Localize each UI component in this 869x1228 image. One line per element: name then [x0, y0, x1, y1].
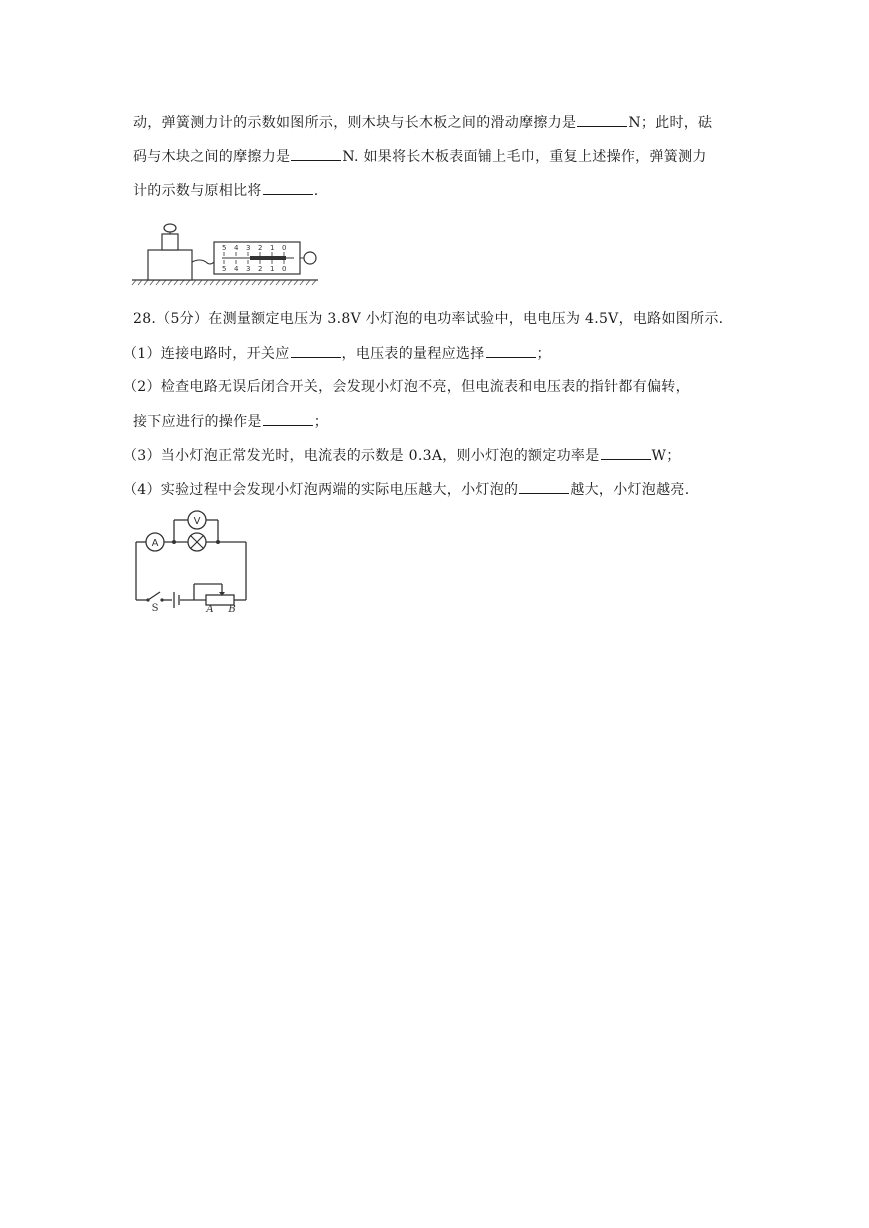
pull-ring: [304, 252, 316, 264]
answer-blank-next-operation[interactable]: [263, 411, 313, 426]
q28-stem: 28.（5分）在测量额定电压为 3.8V 小灯泡的电功率试验中，电电压为 4.5V，电路如图所示.: [133, 311, 724, 327]
wooden-block: [148, 250, 192, 280]
answer-blank-voltmeter-range[interactable]: [486, 343, 536, 358]
answer-blank-reading-change[interactable]: [263, 180, 313, 195]
q27-line-2-text-a: 码与木块之间的摩擦力是: [133, 149, 291, 165]
q28-part-1-text-a: （1）连接电路时，开关应: [123, 346, 290, 362]
scale-top-digit-3: 3: [246, 244, 251, 252]
q27-line-3-text-b: .: [313, 183, 319, 199]
q28-part-1-text-c: ；: [536, 346, 551, 362]
q27-line-2: [133, 146, 707, 167]
q28-part-1: [123, 343, 551, 364]
scale-bottom-digit-1: 1: [270, 265, 275, 273]
q27-line-1: [133, 112, 712, 133]
scale-top-digit-1: 1: [270, 244, 275, 252]
q28-part-2-line-2: [133, 411, 328, 432]
scale-top-digit-4: 4: [234, 244, 239, 252]
scale-bottom-digit-4: 4: [234, 265, 239, 273]
answer-blank-actual-power[interactable]: [519, 479, 569, 494]
circuit-diagram: [130, 506, 250, 612]
q27-line-1-text-b: N；此时，砝: [628, 115, 713, 131]
q28-part-3-text-a: （3）当小灯泡正常发光时，电流表的示数是 0.3A，则小灯泡的额定功率是: [123, 448, 600, 464]
scale-bottom-digit-3: 3: [246, 265, 251, 273]
answer-blank-switch-state[interactable]: [291, 343, 341, 358]
scale-top-digit-5: 5: [222, 244, 227, 252]
answer-blank-rated-power[interactable]: [601, 445, 651, 460]
scale-top-digit-2: 2: [258, 244, 263, 252]
q27-line-3-text-a: 计的示数与原相比将: [133, 183, 262, 199]
switch-label: S: [151, 603, 159, 612]
scale-bottom-digit-0: 0: [282, 265, 287, 273]
q28-part-2-line-1: （2）检查电路无误后闭合开关，会发现小灯泡不亮，但电流表和电压表的指针都有偏转，: [123, 379, 690, 395]
q27-line-2-text-b: N. 如果将长木板表面铺上毛巾，重复上述操作，弹簧测力: [342, 149, 707, 165]
scale-bottom-digit-5: 5: [222, 265, 227, 273]
rheostat-label-a: A: [206, 604, 214, 612]
q27-line-3: [133, 180, 318, 201]
answer-blank-friction[interactable]: [577, 112, 627, 127]
q28-part-4: [123, 479, 689, 500]
rheostat-label-b: B: [228, 604, 236, 612]
q27-line-1-text-a: 动，弹簧测力计的示数如图所示，则木块与长木板之间的滑动摩擦力是: [133, 115, 577, 131]
voltmeter-label: V: [193, 516, 201, 527]
weight: [162, 234, 178, 250]
ammeter-label: A: [151, 538, 159, 549]
scale-bottom-digit-2: 2: [258, 265, 263, 273]
answer-blank-weight-friction[interactable]: [291, 146, 341, 161]
q28-part-2-text-a: 接下应进行的操作是: [133, 414, 262, 430]
q28-part-3: [123, 445, 681, 466]
q28-part-4-text-b: 越大，小灯泡越亮.: [570, 482, 690, 498]
scale-top-digit-0: 0: [282, 244, 287, 252]
q28-part-4-text-a: （4）实验过程中会发现小灯泡两端的实际电压越大，小灯泡的: [123, 482, 519, 498]
q28-part-1-text-b: ，电压表的量程应选择: [341, 346, 485, 362]
spring-scale-figure: [130, 214, 320, 286]
q28-part-2-text-b: ；: [313, 414, 329, 430]
q28-part-3-text-b: W；: [651, 448, 681, 464]
